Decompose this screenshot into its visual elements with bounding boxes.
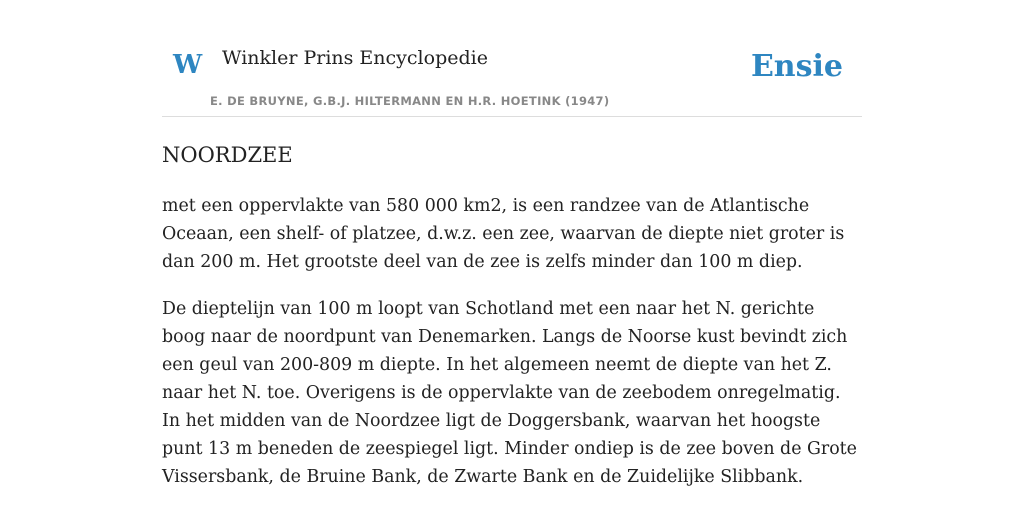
source-authors: E. DE BRUYNE, G.B.J. HILTERMANN EN H.R. HOETINK (1947) <box>210 94 610 108</box>
article-title: NOORDZEE <box>162 143 293 167</box>
ensie-logo[interactable]: Ensie <box>750 49 843 84</box>
winkler-prins-logo[interactable]: W <box>173 50 203 80</box>
source-title[interactable]: Winkler Prins Encyclopedie <box>222 47 488 69</box>
article-page <box>162 0 862 491</box>
source-header <box>162 0 862 117</box>
article-paragraph: met een oppervlakte van 580 000 km2, is een randzee van de Atlantische Oceaan, een shelf- of platzee, d.w.z. een zee, waarvan de diepte niet groter is dan 200 m. Het grootste deel van de zee is zelfs minder dan 100 m diep. <box>162 196 845 273</box>
article-paragraph: De dieptelijn van 100 m loopt van Schotland met een naar het N. gerichte boog naar de noordpunt van Denemarken. Langs de Noorse kust bevindt zich een geul van 200-809 m diepte. In het algemeen neemt de diepte van het Z. naar het N. toe. Overigens is de oppervlakte van de zeebodem onregelmatig. In het midden van de Noordzee ligt de Doggersbank, waarvan het hoogste punt 13 m beneden de zeespiegel ligt. Minder ondiep is de zee boven de Grote Vissersbank, de Bruine Bank, de Zwarte Bank en de Zuidelijke Slibbank. <box>162 299 857 488</box>
